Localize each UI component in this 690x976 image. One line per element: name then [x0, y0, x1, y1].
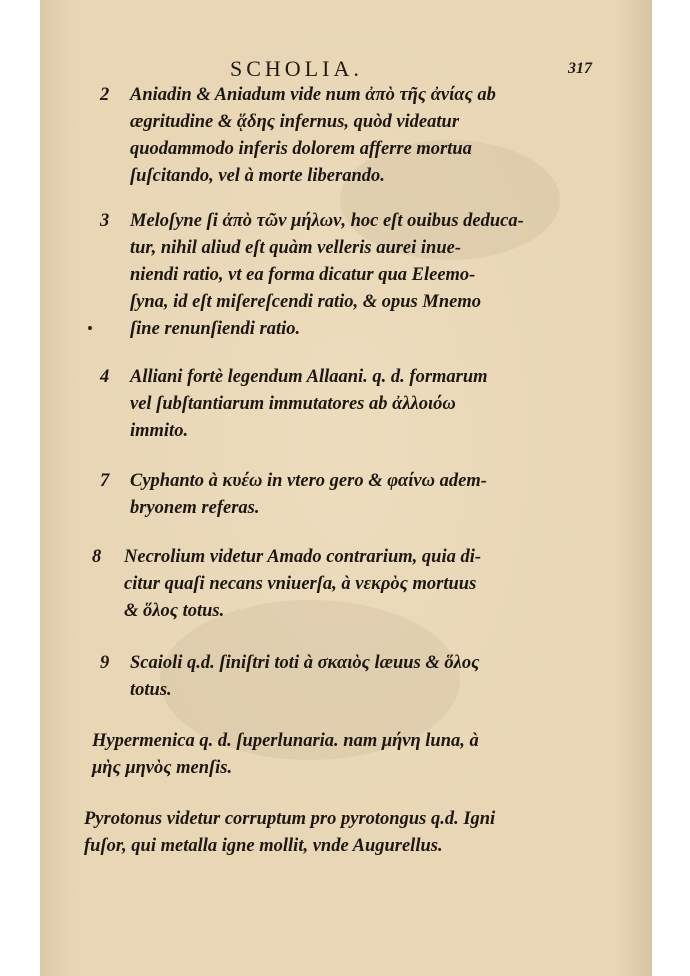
scholion-entry — [84, 806, 562, 860]
entry-number: 7 — [100, 471, 110, 491]
entry-text: Scaioli q.d. ſiniſtri toti à σκαιὸς læuus & ὅλος totus. — [130, 653, 480, 700]
entry-text: Cyphanto à κυέω in vtero gero & φαίνω adem- bryonem referas. — [130, 471, 487, 518]
entry-number: 3 — [100, 211, 110, 231]
scholion-entry — [100, 650, 562, 704]
entry-text: Hypermenica q. d. ſuperlunaria. nam μήνη luna, à μὴς μηνὸς menſis. — [92, 731, 479, 778]
entry-number: 9 — [100, 653, 110, 673]
ink-speck — [88, 326, 92, 330]
page-header — [40, 56, 652, 84]
page-number: 317 — [568, 60, 592, 77]
scholion-entry — [92, 544, 562, 625]
running-head: SCHOLIA. — [230, 56, 363, 81]
scholion-entry — [100, 208, 562, 343]
scholion-entry — [100, 82, 562, 190]
entry-text: Meloſyne ſi ἀπὸ τῶν μήλων, hoc eſt ouibus deduca- tur, nihil aliud eſt quàm velleris aurei inue- niendi ratio, vt ea forma dicatur qua Eleemo- ſyna, id eſt miſereſcendi ratio, & opus Mnemo ſine renunſiendi ratio. — [130, 211, 524, 339]
entry-number: 8 — [92, 547, 102, 567]
scholion-entry — [100, 364, 562, 445]
entry-number: 2 — [100, 85, 110, 105]
entry-number: 4 — [100, 367, 110, 387]
scholion-entry — [92, 728, 562, 782]
entry-text: Aniadin & Aniadum vide num ἀπὸ τῆς ἀνίας ab ægritudine & ᾅδης infernus, quòd videatur quodammodo inferis dolorem afferre mortua ſuſcitando, vel à morte liberando. — [130, 85, 496, 186]
scholion-entry — [100, 468, 562, 522]
entry-text: Pyrotonus videtur corruptum pro pyrotongus q.d. Igni fuſor, qui metalla igne mollit, vnde Augurellus. — [84, 809, 496, 856]
book-page — [40, 0, 652, 976]
entry-text: Alliani fortè legendum Allaani. q. d. formarum vel ſubſtantiarum immutatores ab ἀλλοιόω immito. — [130, 367, 488, 441]
entry-text: Necrolium videtur Amado contrarium, quia di- citur quaſi necans vniuerſa, à νεκρὸς mortuus & ὅλος totus. — [124, 547, 482, 621]
